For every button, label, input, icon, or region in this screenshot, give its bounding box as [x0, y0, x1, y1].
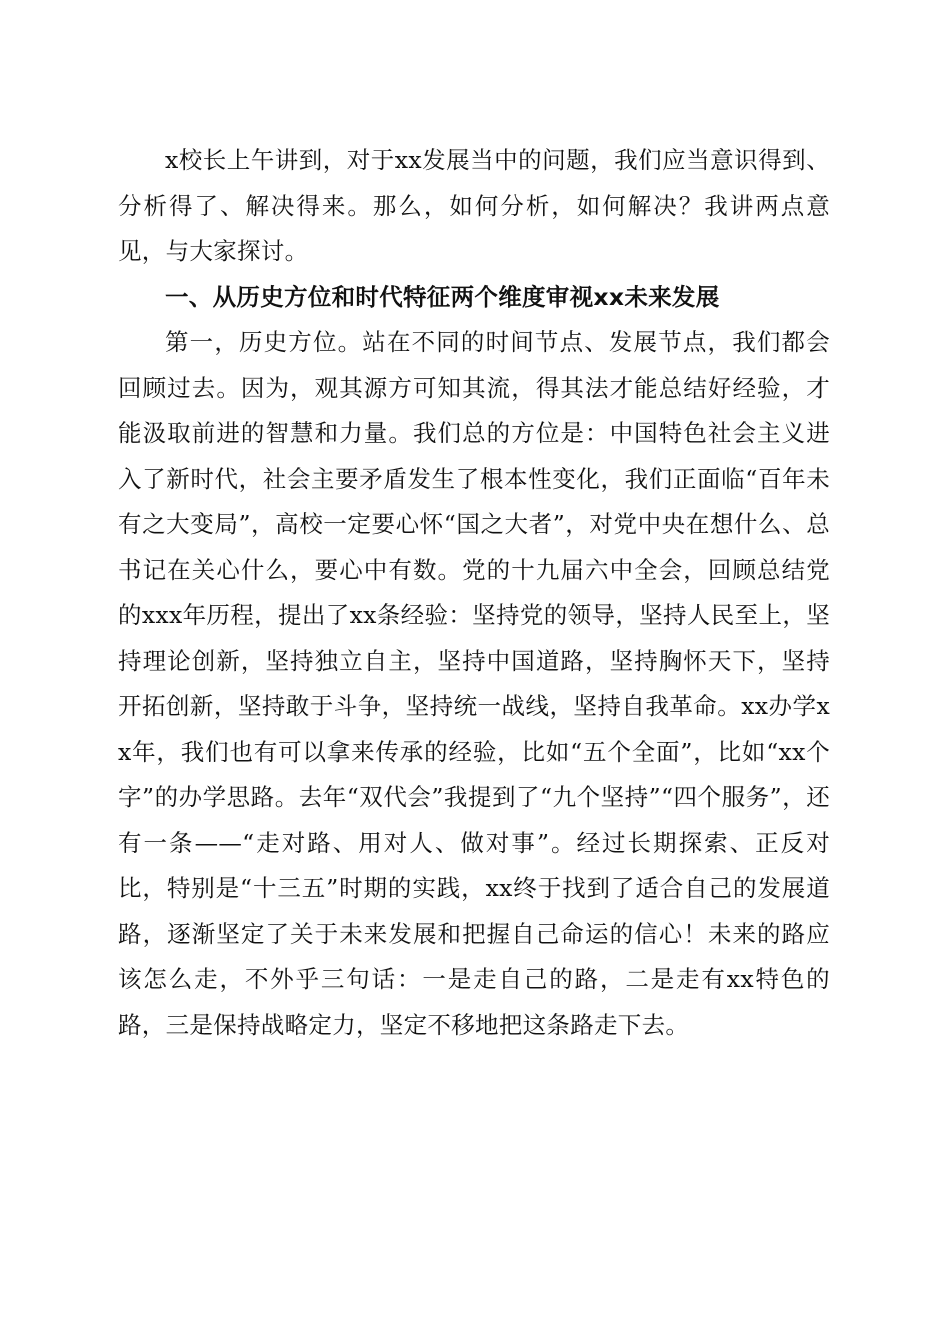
history-paragraph: 第一，历史方位。站在不同的时间节点、发展节点，我们都会回顾过去。因为，观其源方可知其流，得其法才能总结好经验，才能汲取前进的智慧和力量。我们总的方位是：中国特色社会主义进入了新时代，社会主要矛盾发生了根本性变化，我们正面临“百年未有之大变局”，高校一定要心怀“国之大者”，对党中央在想什么、总书记在关心什么，要心中有数。党的十九届六中全会，回顾总结党的xxx年历程，提出了xx条经验：坚持党的领导，坚持人民至上，坚持理论创新，坚持独立自主，坚持中国道路，坚持胸怀天下，坚持开拓创新，坚持敢于斗争，坚持统一战线，坚持自我革命。xx办学xx年，我们也有可以拿来传承的经验，比如“五个全面”，比如“xx个字”的办学思路。去年“双代会”我提到了“九个坚持”“四个服务”，还有一条——“走对路、用对人、做对事”。经过长期探索、正反对比，特别是“十三五”时期的实践，xx终于找到了适合自己的发展道路，逐渐坚定了关于未来发展和把握自己命运的信心！未来的路应该怎么走，不外乎三句话：一是走自己的路，二是走有xx特色的路，三是保持战略定力，坚定不移地把这条路走下去。: [118, 328, 830, 1039]
section-heading: 一、从历史方位和时代特征两个维度审视xx未来发展: [165, 282, 720, 311]
document-body: [118, 138, 830, 1048]
intro-paragraph: x校长上午讲到，对于xx发展当中的问题，我们应当意识得到、分析得了、解决得来。那么，如何分析，如何解决？我讲两点意见，与大家探讨。: [118, 146, 830, 265]
